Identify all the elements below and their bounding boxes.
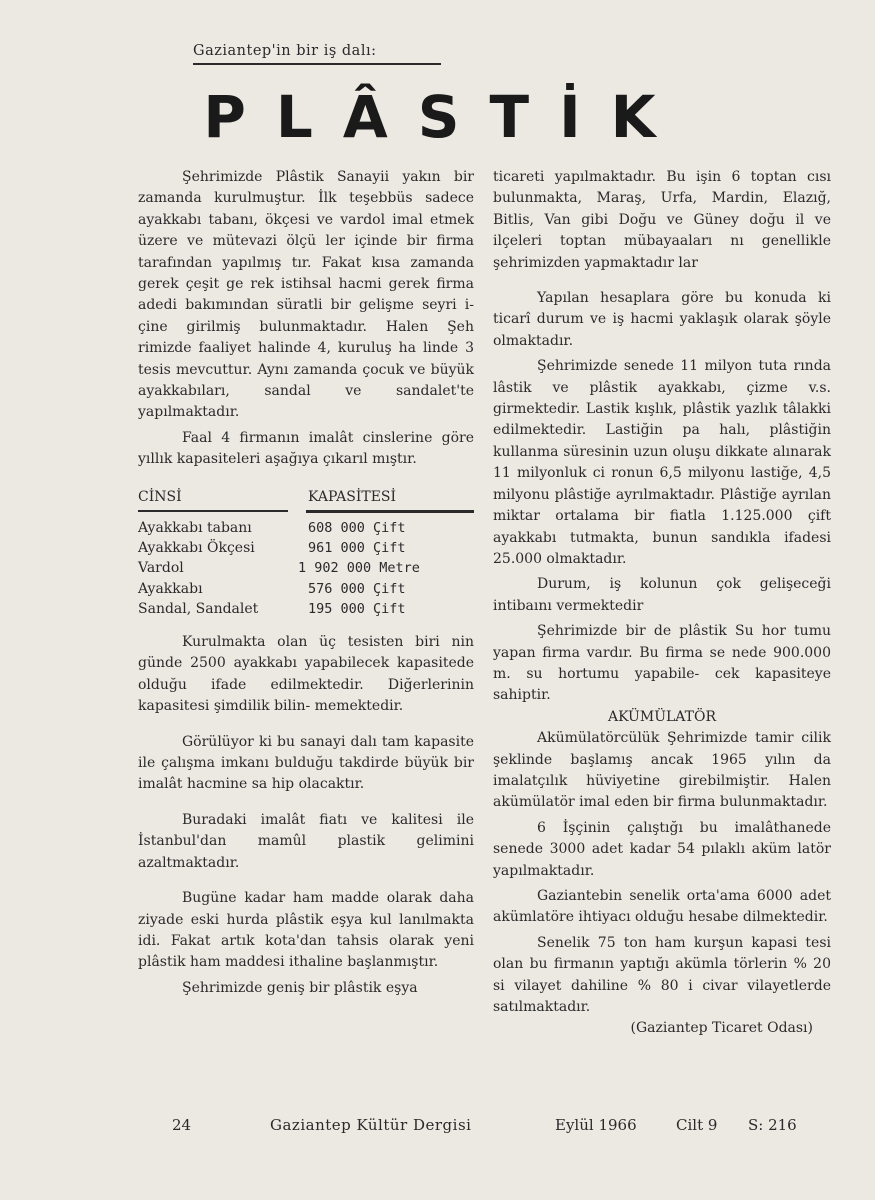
header-rules	[138, 510, 474, 514]
row-capacity: 961 000 Çift	[308, 539, 406, 556]
left-paragraph-7: Şehrimizde geniş bir plâstik eşya	[182, 979, 418, 996]
right-paragraph-4: Durum, iş kolunun çok gelişeceği intibaını vermektedir	[493, 576, 831, 614]
column-header-type: CİNSİ	[138, 488, 182, 505]
left-paragraph-2: Faal 4 firmanın imalât cinslerine göre yıllık kapasiteleri aşağıya çıkarıl mıştır.	[138, 429, 474, 468]
right-paragraph-2: Yapılan hesaplara göre bu konuda ki ticarî durum ve iş hacmi yaklaşık olarak şöyle olmaktadır.	[493, 290, 831, 349]
capacity-table-header	[138, 487, 474, 510]
row-capacity: 608 000 Çift	[308, 519, 406, 536]
right-paragraph-3: Şehrimizde senede 11 milyon tuta rında lâstik ve plâstik ayakkabı, çizme v.s. girmektedir. Lastik kışlık, plâstik yazlık tâlakki edilmektedir. Lastiğin pa halı, plâstiğin kullanma süresinin uzun oluşu dikkate alınarak 11 milyonluk ci ronun 6,5 milyonu lastiğe, 4,5 milyonu plâstiğe ayrılmaktadır. Plâstiğe ayrılan miktar ortalama bir fiatla 1.125.000 çift ayakkabı tutmakta, bunun sandıkla ifadesi 25.000 olmaktadır.	[493, 358, 831, 567]
right-paragraph-6: Akümülatörcülük Şehrimizde tamir cilik şeklinde başlamış ancak 1965 yılın da imalatçılık hüviyetine girebilmiştir. Halen akümülatör imal eden bir firma bulunmaktadır.	[493, 730, 831, 811]
table-row	[138, 559, 474, 579]
row-type: Sandal, Sandalet	[138, 601, 259, 618]
table-row	[138, 538, 474, 558]
right-paragraph-8: Gaziantebin senelik orta'ama 6000 adet akümlatöre ihtiyacı olduğu hesabe dilmektedir.	[493, 888, 831, 926]
section-heading-akumulator: AKÜMÜLATÖR	[607, 708, 716, 725]
issue-date: Eylül 1966	[555, 1116, 637, 1134]
table-row	[138, 579, 474, 599]
right-column	[493, 167, 831, 1040]
left-paragraph-6: Bugüne kadar ham madde olarak daha ziyade eski hurda plâstik eşya kul lanılmakta idi. Fakat artık kota'dan tahsis olarak yeni plâstik ham maddesi ithaline başlanmıştır.	[138, 890, 474, 971]
capacity-table	[138, 487, 474, 620]
left-paragraph-5: Buradaki imalât fiatı ve kalitesi ile İstanbul'dan mamûl plastik gelimini azaltmaktadır.	[138, 811, 474, 871]
right-paragraph-7: 6 İşçinin çalıştığı bu imalâthanede senede 3000 adet kadar 54 pılaklı aküm latör yapılmaktadır.	[493, 819, 831, 879]
right-paragraph-9: Senelik 75 ton ham kurşun kapasi tesi olan bu firmanın yaptığı akümla törlerin % 20 si vilayet dahiline % 80 i civar vilayetlerde satılmaktadır.	[493, 934, 831, 1016]
row-type: Ayakkabı Ökçesi	[138, 539, 255, 556]
table-row	[138, 600, 474, 620]
row-capacity: 1 902 000 Metre	[298, 560, 420, 577]
left-paragraph-3: Kurulmakta olan üç tesisten biri nin günde 2500 ayakkabı yapabilecek kapasitede olduğu ifade edilmektedir. Diğerlerinin kapasitesi şimdilik bilin- memektedir.	[138, 634, 474, 715]
header-rule-left	[138, 510, 288, 512]
article-title: PLÂSTİK	[203, 83, 686, 151]
table-row	[138, 518, 474, 538]
volume-number: Cilt 9	[676, 1116, 718, 1134]
row-capacity: 576 000 Çift	[308, 580, 406, 597]
right-paragraph-1: ticareti yapılmaktadır. Bu işin 6 toptan cısı bulunmakta, Maraş, Urfa, Mardin, Elazığ, Bitlis, Van gibi Doğu ve Güney doğu il ve ilçeleri toptan mübayaaları nı genellikle şehrimizden yapmaktadır lar	[493, 169, 831, 271]
kicker-underline	[193, 63, 441, 65]
left-column	[138, 167, 474, 999]
page-number: 24	[172, 1116, 192, 1134]
left-paragraph-4: Görülüyor ki bu sanayi dalı tam kapasite ile çalışma imkanı bulduğu takdirde büyük bir imalât hacmine sa hip olacaktır.	[138, 733, 474, 793]
left-paragraph-1: Şehrimizde Plâstik Sanayii yakın bir zamanda kurulmuştur. İlk teşebbüs sadece ayakkabı tabanı, ökçesi ve vardol imal etmek üzere ve mütevazi ölçü ler içinde bir firma tarafından yapılmış tır. Fakat kısa zamanda gerek çeşit ge rek istihsal hacmi gerek firma adedi bakımından süratli bir gelişme seyri i- çine girilmiş bulunmaktadır. Halen Şeh rimizde faaliyet halinde 4, kuruluş ha linde 3 tesis mevcuttur. Aynı zamanda çocuk ve büyük ayakkabıları, sandal ve sandalet'te yapılmaktadır.	[138, 169, 474, 421]
source-credit: (Gaziantep Ticaret Odası)	[630, 1020, 813, 1037]
column-header-capacity: KAPASİTESİ	[308, 488, 397, 505]
header-rule-right	[306, 510, 474, 513]
journal-name: Gaziantep Kültür Dergisi	[270, 1116, 472, 1134]
row-type: Ayakkabı	[138, 580, 203, 597]
right-paragraph-5: Şehrimizde bir de plâstik Su hor tumu yapan firma vardır. Bu firma se nede 900.000 m. su hortumu yapabile- cek kapasiteye sahiptir.	[493, 623, 831, 704]
article-kicker: Gaziantep'in bir iş dalı:	[193, 43, 377, 59]
row-type: Ayakkabı tabanı	[138, 519, 252, 536]
issue-number: S: 216	[748, 1116, 797, 1134]
row-type: Vardol	[138, 560, 184, 577]
row-capacity: 195 000 Çift	[308, 601, 406, 618]
